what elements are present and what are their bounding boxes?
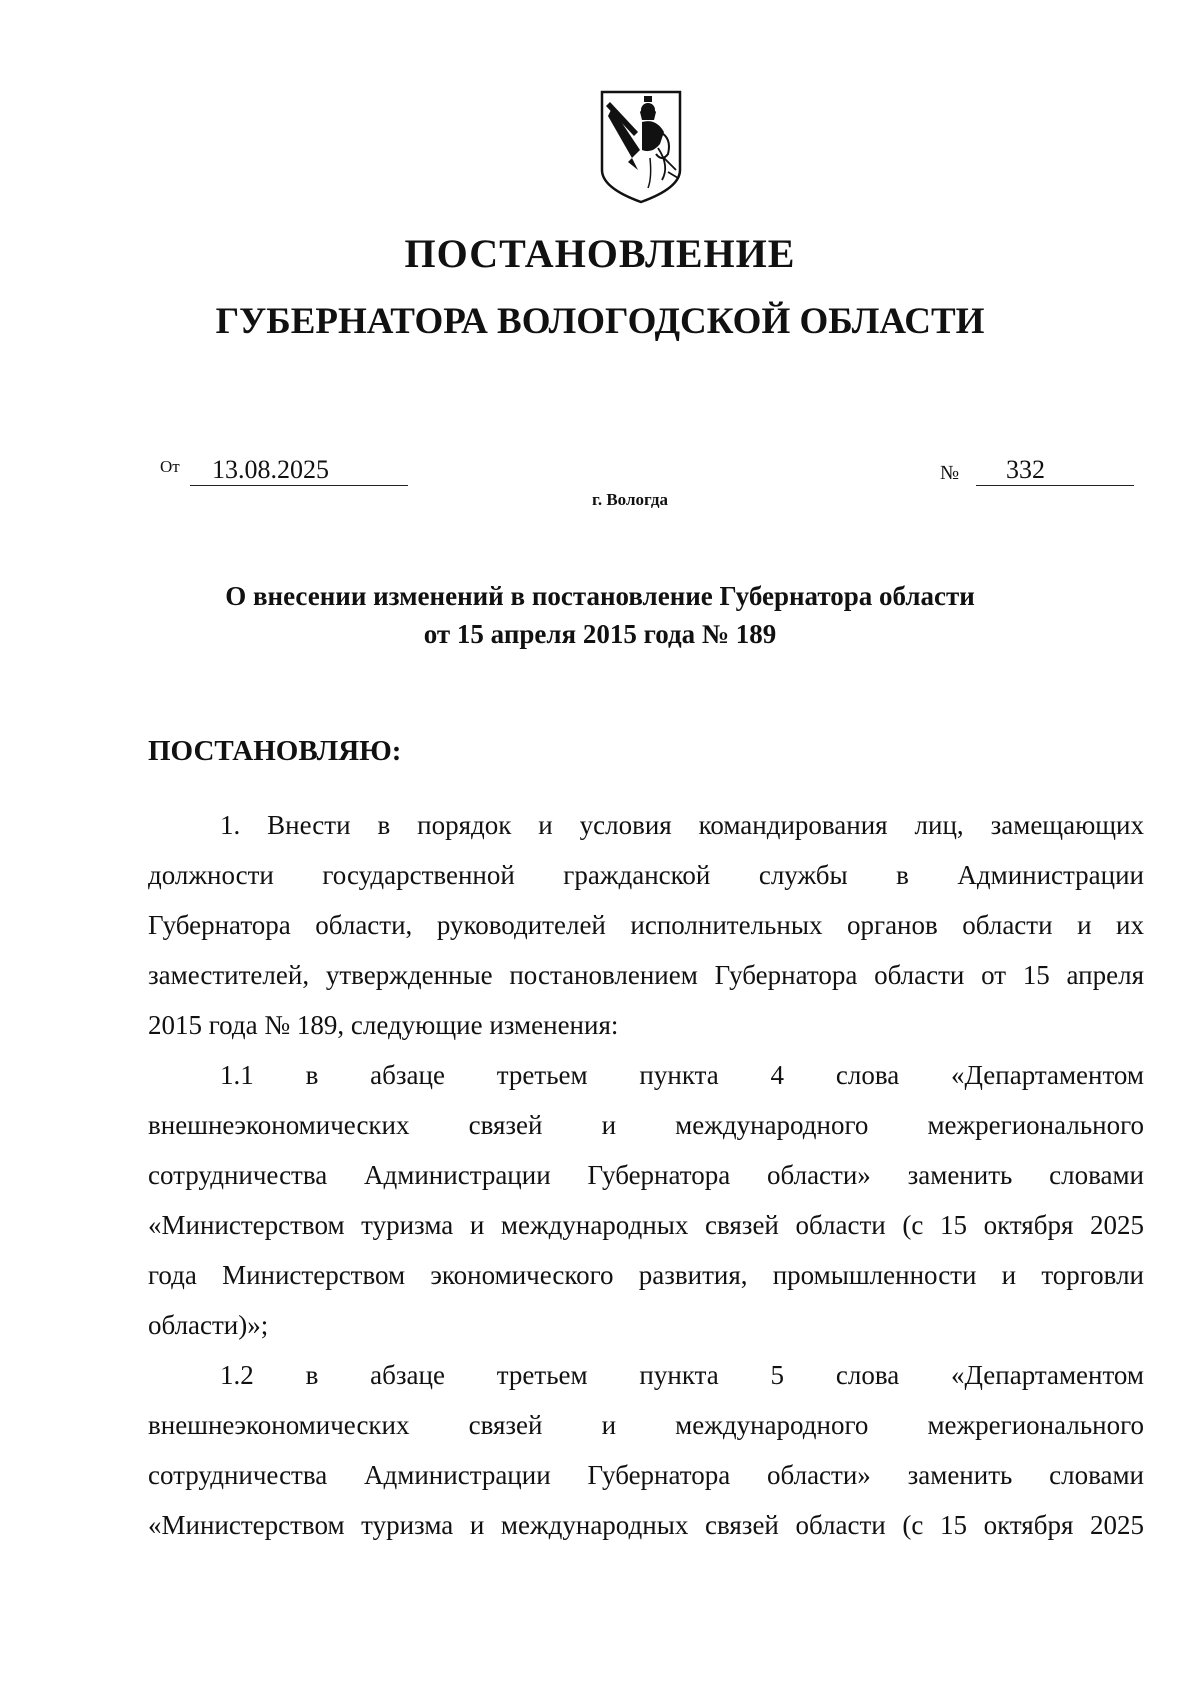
document-body <box>148 800 1144 1550</box>
text-line: должности государственной гражданской службы в Администрации <box>148 860 1144 890</box>
text-line: 1.1 в абзаце третьем пункта 4 слова «Департаментом <box>220 1060 1144 1090</box>
decree-heading: ПОСТАНОВЛЯЮ: <box>148 735 402 767</box>
text-line: 2015 года № 189, следующие изменения: <box>148 1010 619 1040</box>
text-line: сотрудничества Администрации Губернатора области» заменить словами <box>148 1460 1144 1490</box>
document-title: ПОСТАНОВЛЕНИЕ <box>404 231 796 276</box>
text-line: внешнеэкономических связей и международного межрегионального <box>148 1110 1144 1140</box>
text-line: «Министерством туризма и международных связей области (с 15 октября 2025 <box>148 1510 1144 1540</box>
item-1-2 <box>148 1350 1144 1550</box>
city-label: г. Вологда <box>592 490 668 509</box>
paragraph-1 <box>148 800 1144 1050</box>
text-line: 1.2 в абзаце третьем пункта 5 слова «Департаментом <box>220 1360 1144 1390</box>
date-value: 13.08.2025 <box>190 455 408 486</box>
subject-line: О внесении изменений в постановление Губернатора области <box>225 581 975 611</box>
text-line: заместителей, утвержденные постановлением Губернатора области от 15 апреля <box>148 960 1144 990</box>
vologda-coat-of-arms-icon <box>598 88 684 206</box>
text-line: внешнеэкономических связей и международного межрегионального <box>148 1410 1144 1440</box>
text-line: года Министерством экономического развития, промышленности и торговли <box>148 1260 1144 1290</box>
text-line: области)»; <box>148 1310 269 1340</box>
text-line: 1. Внести в порядок и условия командирования лиц, замещающих <box>220 810 1144 840</box>
subject-line: от 15 апреля 2015 года № 189 <box>423 619 777 649</box>
text-line: «Министерством туризма и международных связей области (с 15 октября 2025 <box>148 1210 1144 1240</box>
number-value: 332 <box>976 455 1134 486</box>
document-subject <box>0 577 1200 653</box>
number-label: № <box>940 462 960 484</box>
text-line: сотрудничества Администрации Губернатора области» заменить словами <box>148 1160 1144 1190</box>
document-subtitle: ГУБЕРНАТОРА ВОЛОГОДСКОЙ ОБЛАСТИ <box>215 301 985 342</box>
item-1-1 <box>148 1050 1144 1350</box>
text-line: Губернатора области, руководителей исполнительных органов области и их <box>148 910 1144 940</box>
date-label: От <box>160 457 180 476</box>
